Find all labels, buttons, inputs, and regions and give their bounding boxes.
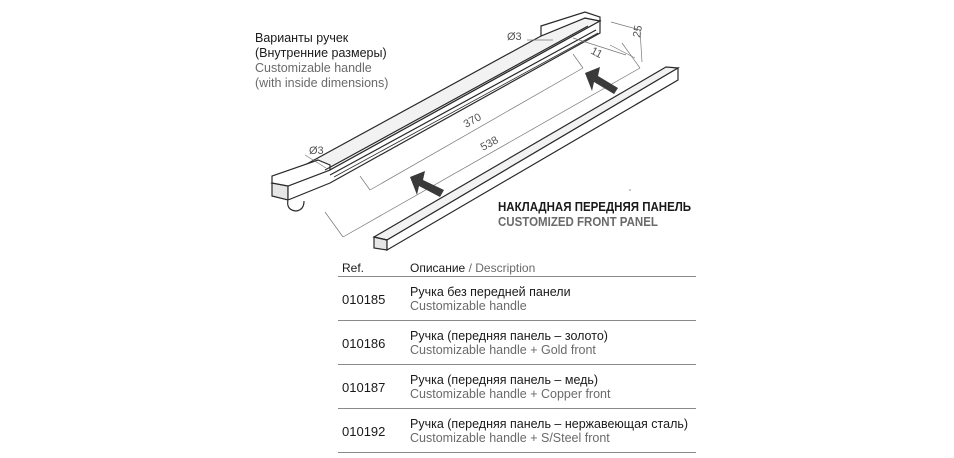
- row-ref: 010186: [342, 336, 386, 351]
- front-panel-caption-en: CUSTOMIZED FRONT PANEL: [498, 215, 658, 229]
- insert-arrow-lower: [410, 171, 444, 197]
- row-desc-ru: Ручка (передняя панель – нержавеющая сталь): [410, 417, 689, 431]
- table-row: [338, 277, 696, 321]
- dimension-370: 370: [461, 111, 484, 131]
- table-row: [338, 321, 696, 365]
- handle-caption-en-line1: Customizable handle: [255, 61, 372, 75]
- header-desc-en: Description: [475, 261, 536, 275]
- row-desc-ru: Ручка (передняя панель – медь): [410, 373, 599, 387]
- header-ref: Ref.: [342, 261, 365, 275]
- table-row: [338, 365, 696, 409]
- header-description: [410, 261, 535, 275]
- front-panel-caption: [498, 200, 691, 230]
- table-header: [338, 256, 696, 277]
- handle-caption-en-line2: (with inside dimensions): [255, 76, 389, 90]
- dimension-11: 11: [588, 45, 605, 62]
- dimension-d3-left: Ø3: [309, 145, 324, 157]
- stray-dot: [629, 189, 631, 191]
- handle-caption: [255, 31, 388, 91]
- front-panel-caption-ru: НАКЛАДНАЯ ПЕРЕДНЯЯ ПАНЕЛЬ: [498, 200, 692, 214]
- header-separator: /: [468, 261, 472, 275]
- handle-caption-ru-line2: (Внутренние размеры): [255, 46, 387, 60]
- dimension-25: 25: [631, 24, 646, 39]
- row-desc-ru: Ручка (передняя панель – золото): [410, 329, 608, 343]
- dimension-538: 538: [478, 134, 501, 154]
- header-desc-ru: Описание: [410, 261, 466, 275]
- product-reference-table: [338, 256, 696, 453]
- row-ref: 010192: [342, 424, 386, 439]
- row-desc-en: Customizable handle: [410, 299, 527, 313]
- table-row: [338, 409, 696, 453]
- row-desc-ru: Ручка без передней панели: [410, 285, 571, 299]
- row-desc-en: Customizable handle + S/Steel front: [410, 431, 610, 445]
- row-ref: 010187: [342, 380, 386, 395]
- row-description: [410, 417, 688, 445]
- row-desc-en: Customizable handle + Copper front: [410, 387, 611, 401]
- row-desc-en: Customizable handle + Gold front: [410, 343, 596, 357]
- row-description: [410, 373, 610, 401]
- row-description: [410, 329, 608, 357]
- row-description: [410, 285, 571, 313]
- handle-caption-ru-line1: Варианты ручек: [255, 31, 349, 45]
- row-ref: 010185: [342, 292, 386, 307]
- dimension-d3-top: Ø3: [507, 31, 522, 43]
